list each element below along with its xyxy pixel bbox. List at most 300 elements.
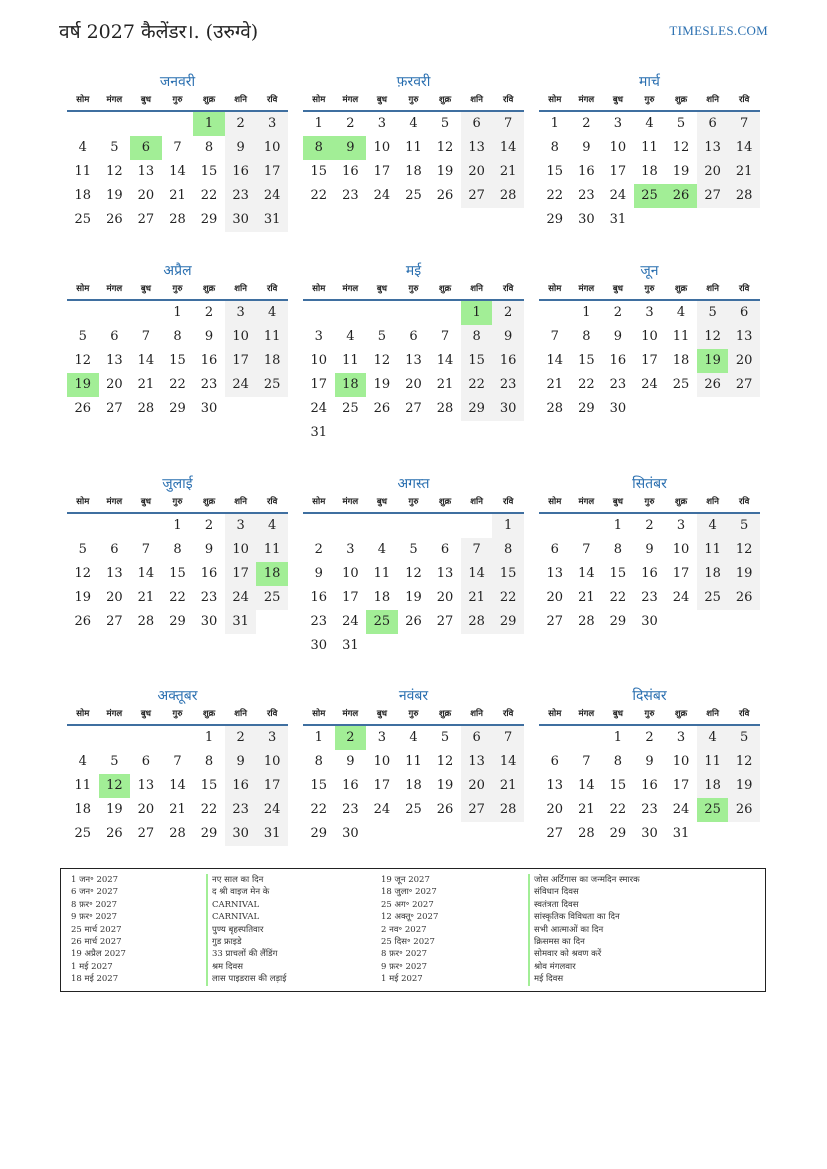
weekend-day-cell[interactable]: 29 (492, 610, 524, 634)
site-name[interactable]: TIMESLES.COM (669, 23, 768, 38)
day-cell[interactable]: 5 (440, 730, 450, 745)
day-cell[interactable]: 23 (200, 590, 218, 605)
day-cell[interactable]: 22 (310, 188, 328, 203)
day-cell[interactable]: 22 (609, 590, 627, 605)
day-cell[interactable]: 24 (373, 802, 391, 817)
weekend-day-cell[interactable]: 10 (225, 325, 257, 349)
day-cell[interactable]: 29 (310, 826, 328, 841)
day-cell[interactable]: 14 (169, 778, 186, 793)
weekend-day-cell[interactable]: 21 (461, 586, 493, 610)
weekend-day-cell[interactable]: 28 (461, 610, 493, 634)
day-cell[interactable]: 20 (106, 590, 123, 605)
day-cell[interactable]: 14 (578, 778, 595, 793)
day-cell[interactable]: 30 (641, 614, 658, 629)
day-cell[interactable]: 3 (314, 329, 323, 344)
weekend-day-cell[interactable]: 10 (225, 538, 257, 562)
day-cell[interactable]: 25 (74, 212, 92, 227)
day-cell[interactable]: 28 (137, 614, 155, 629)
day-cell[interactable]: 28 (578, 826, 595, 841)
weekend-day-cell[interactable]: 31 (225, 610, 257, 634)
day-cell[interactable]: 7 (550, 329, 559, 344)
holiday-day-cell[interactable]: 25 (697, 798, 729, 822)
day-cell[interactable]: 20 (436, 590, 454, 605)
day-cell[interactable]: 28 (546, 401, 564, 416)
day-cell[interactable]: 17 (641, 353, 658, 368)
day-cell[interactable]: 24 (672, 590, 690, 605)
day-cell[interactable]: 4 (346, 329, 355, 344)
day-cell[interactable]: 23 (342, 802, 359, 817)
weekend-day-cell[interactable]: 5 (728, 514, 760, 538)
weekend-day-cell[interactable]: 10 (256, 136, 288, 160)
day-cell[interactable]: 26 (106, 212, 123, 227)
day-cell[interactable]: 10 (672, 542, 690, 557)
day-cell[interactable]: 8 (173, 542, 182, 557)
day-cell[interactable]: 10 (672, 754, 690, 769)
day-cell[interactable]: 23 (310, 614, 328, 629)
day-cell[interactable]: 18 (74, 802, 92, 817)
day-cell[interactable]: 5 (78, 329, 87, 344)
weekend-day-cell[interactable]: 30 (225, 822, 257, 846)
day-cell[interactable]: 8 (204, 754, 214, 769)
day-cell[interactable]: 17 (310, 377, 328, 392)
day-cell[interactable]: 23 (641, 802, 658, 817)
holiday-day-cell[interactable]: 2 (335, 726, 367, 750)
weekend-day-cell[interactable]: 19 (728, 562, 760, 586)
day-cell[interactable]: 24 (609, 188, 627, 203)
day-cell[interactable]: 3 (613, 116, 623, 131)
weekend-day-cell[interactable]: 1 (492, 514, 524, 538)
weekend-day-cell[interactable]: 20 (461, 160, 493, 184)
day-cell[interactable]: 22 (200, 188, 218, 203)
weekend-day-cell[interactable]: 21 (728, 160, 760, 184)
weekend-day-cell[interactable]: 10 (256, 750, 288, 774)
day-cell[interactable]: 30 (641, 826, 658, 841)
day-cell[interactable]: 22 (169, 590, 186, 605)
day-cell[interactable]: 3 (377, 730, 387, 745)
day-cell[interactable]: 2 (314, 542, 323, 557)
day-cell[interactable]: 16 (342, 164, 359, 179)
day-cell[interactable]: 16 (641, 566, 658, 581)
day-cell[interactable]: 23 (342, 188, 359, 203)
day-cell[interactable]: 8 (613, 542, 623, 557)
weekend-day-cell[interactable]: 13 (461, 750, 493, 774)
day-cell[interactable]: 18 (672, 353, 690, 368)
day-cell[interactable]: 6 (550, 754, 559, 769)
day-cell[interactable]: 6 (141, 754, 151, 769)
day-cell[interactable]: 15 (169, 566, 186, 581)
weekend-day-cell[interactable]: 4 (256, 301, 288, 325)
day-cell[interactable]: 7 (141, 329, 151, 344)
day-cell[interactable]: 2 (645, 518, 654, 533)
day-cell[interactable]: 2 (645, 730, 654, 745)
day-cell[interactable]: 10 (641, 329, 658, 344)
day-cell[interactable]: 8 (204, 140, 214, 155)
day-cell[interactable]: 19 (106, 802, 123, 817)
weekend-day-cell[interactable]: 25 (256, 586, 288, 610)
day-cell[interactable]: 7 (582, 754, 591, 769)
day-cell[interactable]: 5 (440, 116, 450, 131)
day-cell[interactable]: 31 (342, 638, 359, 653)
weekend-day-cell[interactable]: 11 (697, 750, 729, 774)
day-cell[interactable]: 22 (609, 802, 627, 817)
holiday-day-cell[interactable]: 19 (67, 373, 99, 397)
day-cell[interactable]: 21 (578, 590, 595, 605)
day-cell[interactable]: 30 (200, 401, 218, 416)
day-cell[interactable]: 6 (110, 329, 119, 344)
weekend-day-cell[interactable]: 7 (728, 112, 760, 136)
day-cell[interactable]: 29 (578, 401, 595, 416)
weekend-day-cell[interactable]: 31 (256, 822, 288, 846)
day-cell[interactable]: 11 (405, 754, 422, 769)
day-cell[interactable]: 8 (582, 329, 591, 344)
day-cell[interactable]: 13 (106, 353, 123, 368)
weekend-day-cell[interactable]: 17 (256, 160, 288, 184)
day-cell[interactable]: 3 (676, 730, 686, 745)
day-cell[interactable]: 24 (310, 401, 328, 416)
day-cell[interactable]: 21 (578, 802, 595, 817)
weekend-day-cell[interactable]: 13 (697, 136, 729, 160)
day-cell[interactable]: 4 (409, 730, 418, 745)
weekend-day-cell[interactable]: 3 (225, 301, 257, 325)
day-cell[interactable]: 12 (436, 140, 454, 155)
day-cell[interactable]: 13 (137, 164, 155, 179)
day-cell[interactable]: 11 (672, 329, 690, 344)
holiday-day-cell[interactable]: 25 (634, 184, 666, 208)
holiday-day-cell[interactable]: 9 (335, 136, 367, 160)
day-cell[interactable]: 21 (436, 377, 454, 392)
weekend-day-cell[interactable]: 30 (225, 208, 257, 232)
day-cell[interactable]: 10 (310, 353, 328, 368)
weekend-day-cell[interactable]: 14 (728, 136, 760, 160)
day-cell[interactable]: 2 (613, 305, 623, 320)
day-cell[interactable]: 15 (578, 353, 595, 368)
day-cell[interactable]: 1 (204, 730, 214, 745)
day-cell[interactable]: 20 (137, 802, 155, 817)
weekend-day-cell[interactable]: 13 (461, 136, 493, 160)
day-cell[interactable]: 13 (405, 353, 422, 368)
day-cell[interactable]: 7 (582, 542, 591, 557)
day-cell[interactable]: 13 (106, 566, 123, 581)
day-cell[interactable]: 14 (169, 164, 186, 179)
weekend-day-cell[interactable]: 6 (461, 112, 493, 136)
day-cell[interactable]: 23 (200, 377, 218, 392)
day-cell[interactable]: 19 (373, 377, 391, 392)
weekend-day-cell[interactable]: 13 (728, 325, 760, 349)
day-cell[interactable]: 19 (74, 590, 92, 605)
day-cell[interactable]: 17 (342, 590, 359, 605)
weekend-day-cell[interactable]: 22 (492, 586, 524, 610)
weekend-day-cell[interactable]: 7 (492, 726, 524, 750)
weekend-day-cell[interactable]: 21 (492, 160, 524, 184)
day-cell[interactable]: 27 (106, 401, 123, 416)
day-cell[interactable]: 5 (110, 754, 119, 769)
weekend-day-cell[interactable]: 31 (256, 208, 288, 232)
day-cell[interactable]: 23 (609, 377, 627, 392)
day-cell[interactable]: 5 (78, 542, 87, 557)
day-cell[interactable]: 4 (78, 140, 87, 155)
day-cell[interactable]: 16 (200, 566, 218, 581)
day-cell[interactable]: 27 (546, 826, 564, 841)
day-cell[interactable]: 26 (74, 614, 92, 629)
weekend-day-cell[interactable]: 17 (256, 774, 288, 798)
weekend-day-cell[interactable]: 27 (697, 184, 729, 208)
day-cell[interactable]: 15 (609, 566, 627, 581)
day-cell[interactable]: 25 (405, 188, 422, 203)
weekend-day-cell[interactable]: 20 (697, 160, 729, 184)
day-cell[interactable]: 31 (672, 826, 690, 841)
day-cell[interactable]: 1 (173, 518, 182, 533)
day-cell[interactable]: 18 (405, 164, 422, 179)
day-cell[interactable]: 26 (436, 802, 454, 817)
weekend-day-cell[interactable]: 4 (697, 514, 729, 538)
day-cell[interactable]: 15 (546, 164, 564, 179)
holiday-day-cell[interactable]: 25 (366, 610, 398, 634)
day-cell[interactable]: 4 (78, 754, 87, 769)
weekend-day-cell[interactable]: 15 (461, 349, 493, 373)
day-cell[interactable]: 31 (310, 425, 328, 440)
weekend-day-cell[interactable]: 8 (492, 538, 524, 562)
weekend-day-cell[interactable]: 14 (492, 750, 524, 774)
day-cell[interactable]: 30 (609, 401, 627, 416)
day-cell[interactable]: 24 (641, 377, 658, 392)
day-cell[interactable]: 12 (672, 140, 690, 155)
day-cell[interactable]: 11 (641, 140, 658, 155)
day-cell[interactable]: 29 (609, 614, 627, 629)
day-cell[interactable]: 14 (137, 353, 155, 368)
holiday-day-cell[interactable]: 18 (335, 373, 367, 397)
weekend-day-cell[interactable]: 24 (225, 373, 257, 397)
weekend-day-cell[interactable]: 9 (492, 325, 524, 349)
day-cell[interactable]: 20 (106, 377, 123, 392)
day-cell[interactable]: 25 (342, 401, 359, 416)
day-cell[interactable]: 30 (200, 614, 218, 629)
day-cell[interactable]: 13 (546, 566, 564, 581)
day-cell[interactable]: 20 (546, 590, 564, 605)
day-cell[interactable]: 23 (578, 188, 595, 203)
weekend-day-cell[interactable]: 19 (728, 774, 760, 798)
day-cell[interactable]: 2 (204, 305, 214, 320)
weekend-day-cell[interactable]: 9 (225, 136, 257, 160)
day-cell[interactable]: 28 (169, 826, 186, 841)
day-cell[interactable]: 27 (546, 614, 564, 629)
day-cell[interactable]: 4 (409, 116, 418, 131)
day-cell[interactable]: 19 (436, 164, 454, 179)
day-cell[interactable]: 25 (672, 377, 690, 392)
day-cell[interactable]: 6 (409, 329, 418, 344)
day-cell[interactable]: 15 (169, 353, 186, 368)
weekend-day-cell[interactable]: 24 (225, 586, 257, 610)
day-cell[interactable]: 1 (314, 730, 323, 745)
day-cell[interactable]: 6 (550, 542, 559, 557)
holiday-day-cell[interactable]: 8 (303, 136, 335, 160)
weekend-day-cell[interactable]: 20 (728, 349, 760, 373)
day-cell[interactable]: 20 (137, 188, 155, 203)
weekend-day-cell[interactable]: 18 (697, 774, 729, 798)
day-cell[interactable]: 26 (405, 614, 422, 629)
day-cell[interactable]: 28 (137, 401, 155, 416)
day-cell[interactable]: 2 (582, 116, 591, 131)
weekend-day-cell[interactable]: 24 (256, 798, 288, 822)
weekend-day-cell[interactable]: 26 (728, 798, 760, 822)
day-cell[interactable]: 27 (137, 826, 155, 841)
weekend-day-cell[interactable]: 6 (728, 301, 760, 325)
day-cell[interactable]: 9 (645, 754, 654, 769)
day-cell[interactable]: 22 (546, 188, 564, 203)
day-cell[interactable]: 31 (609, 212, 627, 227)
day-cell[interactable]: 27 (436, 614, 454, 629)
weekend-day-cell[interactable]: 28 (492, 798, 524, 822)
day-cell[interactable]: 16 (578, 164, 595, 179)
day-cell[interactable]: 15 (609, 778, 627, 793)
weekend-day-cell[interactable]: 16 (225, 774, 257, 798)
weekend-day-cell[interactable]: 3 (256, 726, 288, 750)
day-cell[interactable]: 17 (373, 164, 391, 179)
day-cell[interactable]: 17 (373, 778, 391, 793)
weekend-day-cell[interactable]: 24 (256, 184, 288, 208)
day-cell[interactable]: 5 (377, 329, 387, 344)
day-cell[interactable]: 1 (582, 305, 591, 320)
day-cell[interactable]: 18 (405, 778, 422, 793)
weekend-day-cell[interactable]: 11 (256, 538, 288, 562)
day-cell[interactable]: 16 (200, 353, 218, 368)
day-cell[interactable]: 16 (310, 590, 328, 605)
day-cell[interactable]: 10 (373, 754, 391, 769)
day-cell[interactable]: 22 (200, 802, 218, 817)
day-cell[interactable]: 12 (74, 566, 92, 581)
day-cell[interactable]: 14 (137, 566, 155, 581)
day-cell[interactable]: 6 (110, 542, 119, 557)
day-cell[interactable]: 9 (346, 754, 355, 769)
day-cell[interactable]: 27 (137, 212, 155, 227)
weekend-day-cell[interactable]: 2 (492, 301, 524, 325)
day-cell[interactable]: 1 (613, 730, 623, 745)
day-cell[interactable]: 3 (676, 518, 686, 533)
day-cell[interactable]: 25 (74, 826, 92, 841)
day-cell[interactable]: 9 (613, 329, 623, 344)
day-cell[interactable]: 9 (645, 542, 654, 557)
weekend-day-cell[interactable]: 27 (461, 798, 493, 822)
day-cell[interactable]: 18 (74, 188, 92, 203)
day-cell[interactable]: 1 (550, 116, 559, 131)
day-cell[interactable]: 21 (137, 590, 155, 605)
weekend-day-cell[interactable]: 6 (461, 726, 493, 750)
day-cell[interactable]: 21 (169, 188, 186, 203)
weekend-day-cell[interactable]: 4 (697, 726, 729, 750)
day-cell[interactable]: 24 (342, 614, 359, 629)
day-cell[interactable]: 8 (613, 754, 623, 769)
day-cell[interactable]: 3 (346, 542, 355, 557)
weekend-day-cell[interactable]: 21 (492, 774, 524, 798)
weekend-day-cell[interactable]: 11 (697, 538, 729, 562)
day-cell[interactable]: 14 (436, 353, 454, 368)
weekend-day-cell[interactable]: 18 (697, 562, 729, 586)
day-cell[interactable]: 21 (546, 377, 564, 392)
weekend-day-cell[interactable]: 4 (256, 514, 288, 538)
day-cell[interactable]: 16 (641, 778, 658, 793)
day-cell[interactable]: 3 (377, 116, 387, 131)
day-cell[interactable]: 6 (440, 542, 450, 557)
weekend-day-cell[interactable]: 30 (492, 397, 524, 421)
weekend-day-cell[interactable]: 18 (256, 349, 288, 373)
day-cell[interactable]: 1 (314, 116, 323, 131)
weekend-day-cell[interactable]: 5 (697, 301, 729, 325)
day-cell[interactable]: 22 (310, 802, 328, 817)
day-cell[interactable]: 28 (578, 614, 595, 629)
day-cell[interactable]: 7 (173, 754, 182, 769)
day-cell[interactable]: 29 (609, 826, 627, 841)
weekend-day-cell[interactable]: 15 (492, 562, 524, 586)
day-cell[interactable]: 15 (310, 164, 328, 179)
weekend-day-cell[interactable]: 8 (461, 325, 493, 349)
day-cell[interactable]: 26 (436, 188, 454, 203)
day-cell[interactable]: 13 (546, 778, 564, 793)
day-cell[interactable]: 9 (314, 566, 323, 581)
weekend-day-cell[interactable]: 23 (225, 184, 257, 208)
weekend-day-cell[interactable]: 2 (225, 112, 257, 136)
weekend-day-cell[interactable]: 3 (225, 514, 257, 538)
day-cell[interactable]: 10 (609, 140, 627, 155)
day-cell[interactable]: 21 (169, 802, 186, 817)
weekend-day-cell[interactable]: 6 (697, 112, 729, 136)
day-cell[interactable]: 27 (405, 401, 422, 416)
holiday-day-cell[interactable]: 12 (99, 774, 131, 798)
day-cell[interactable]: 14 (578, 566, 595, 581)
day-cell[interactable]: 16 (609, 353, 627, 368)
weekend-day-cell[interactable]: 7 (461, 538, 493, 562)
weekend-day-cell[interactable]: 29 (461, 397, 493, 421)
weekend-day-cell[interactable]: 26 (697, 373, 729, 397)
day-cell[interactable]: 29 (169, 614, 186, 629)
day-cell[interactable]: 2 (204, 518, 214, 533)
day-cell[interactable]: 16 (342, 778, 359, 793)
day-cell[interactable]: 8 (550, 140, 559, 155)
day-cell[interactable]: 1 (173, 305, 182, 320)
day-cell[interactable]: 12 (405, 566, 422, 581)
day-cell[interactable]: 9 (204, 329, 214, 344)
weekend-day-cell[interactable]: 12 (728, 538, 760, 562)
weekend-day-cell[interactable]: 14 (492, 136, 524, 160)
holiday-day-cell[interactable]: 26 (665, 184, 697, 208)
day-cell[interactable]: 28 (436, 401, 454, 416)
day-cell[interactable]: 18 (373, 590, 391, 605)
day-cell[interactable]: 11 (74, 778, 92, 793)
weekend-day-cell[interactable]: 22 (461, 373, 493, 397)
day-cell[interactable]: 26 (373, 401, 391, 416)
day-cell[interactable]: 14 (546, 353, 564, 368)
day-cell[interactable]: 10 (373, 140, 391, 155)
day-cell[interactable]: 5 (110, 140, 119, 155)
weekend-day-cell[interactable]: 27 (728, 373, 760, 397)
day-cell[interactable]: 13 (436, 566, 454, 581)
weekend-day-cell[interactable]: 28 (728, 184, 760, 208)
day-cell[interactable]: 29 (200, 212, 218, 227)
day-cell[interactable]: 20 (405, 377, 422, 392)
day-cell[interactable]: 22 (578, 377, 595, 392)
day-cell[interactable]: 9 (582, 140, 591, 155)
day-cell[interactable]: 4 (377, 542, 387, 557)
day-cell[interactable]: 27 (106, 614, 123, 629)
day-cell[interactable]: 12 (74, 353, 92, 368)
day-cell[interactable]: 12 (106, 164, 123, 179)
day-cell[interactable]: 19 (106, 188, 123, 203)
day-cell[interactable]: 7 (173, 140, 182, 155)
weekend-day-cell[interactable]: 20 (461, 774, 493, 798)
day-cell[interactable]: 5 (676, 116, 686, 131)
day-cell[interactable]: 11 (373, 566, 391, 581)
weekend-day-cell[interactable]: 23 (225, 798, 257, 822)
day-cell[interactable]: 19 (672, 164, 690, 179)
day-cell[interactable]: 2 (346, 116, 355, 131)
